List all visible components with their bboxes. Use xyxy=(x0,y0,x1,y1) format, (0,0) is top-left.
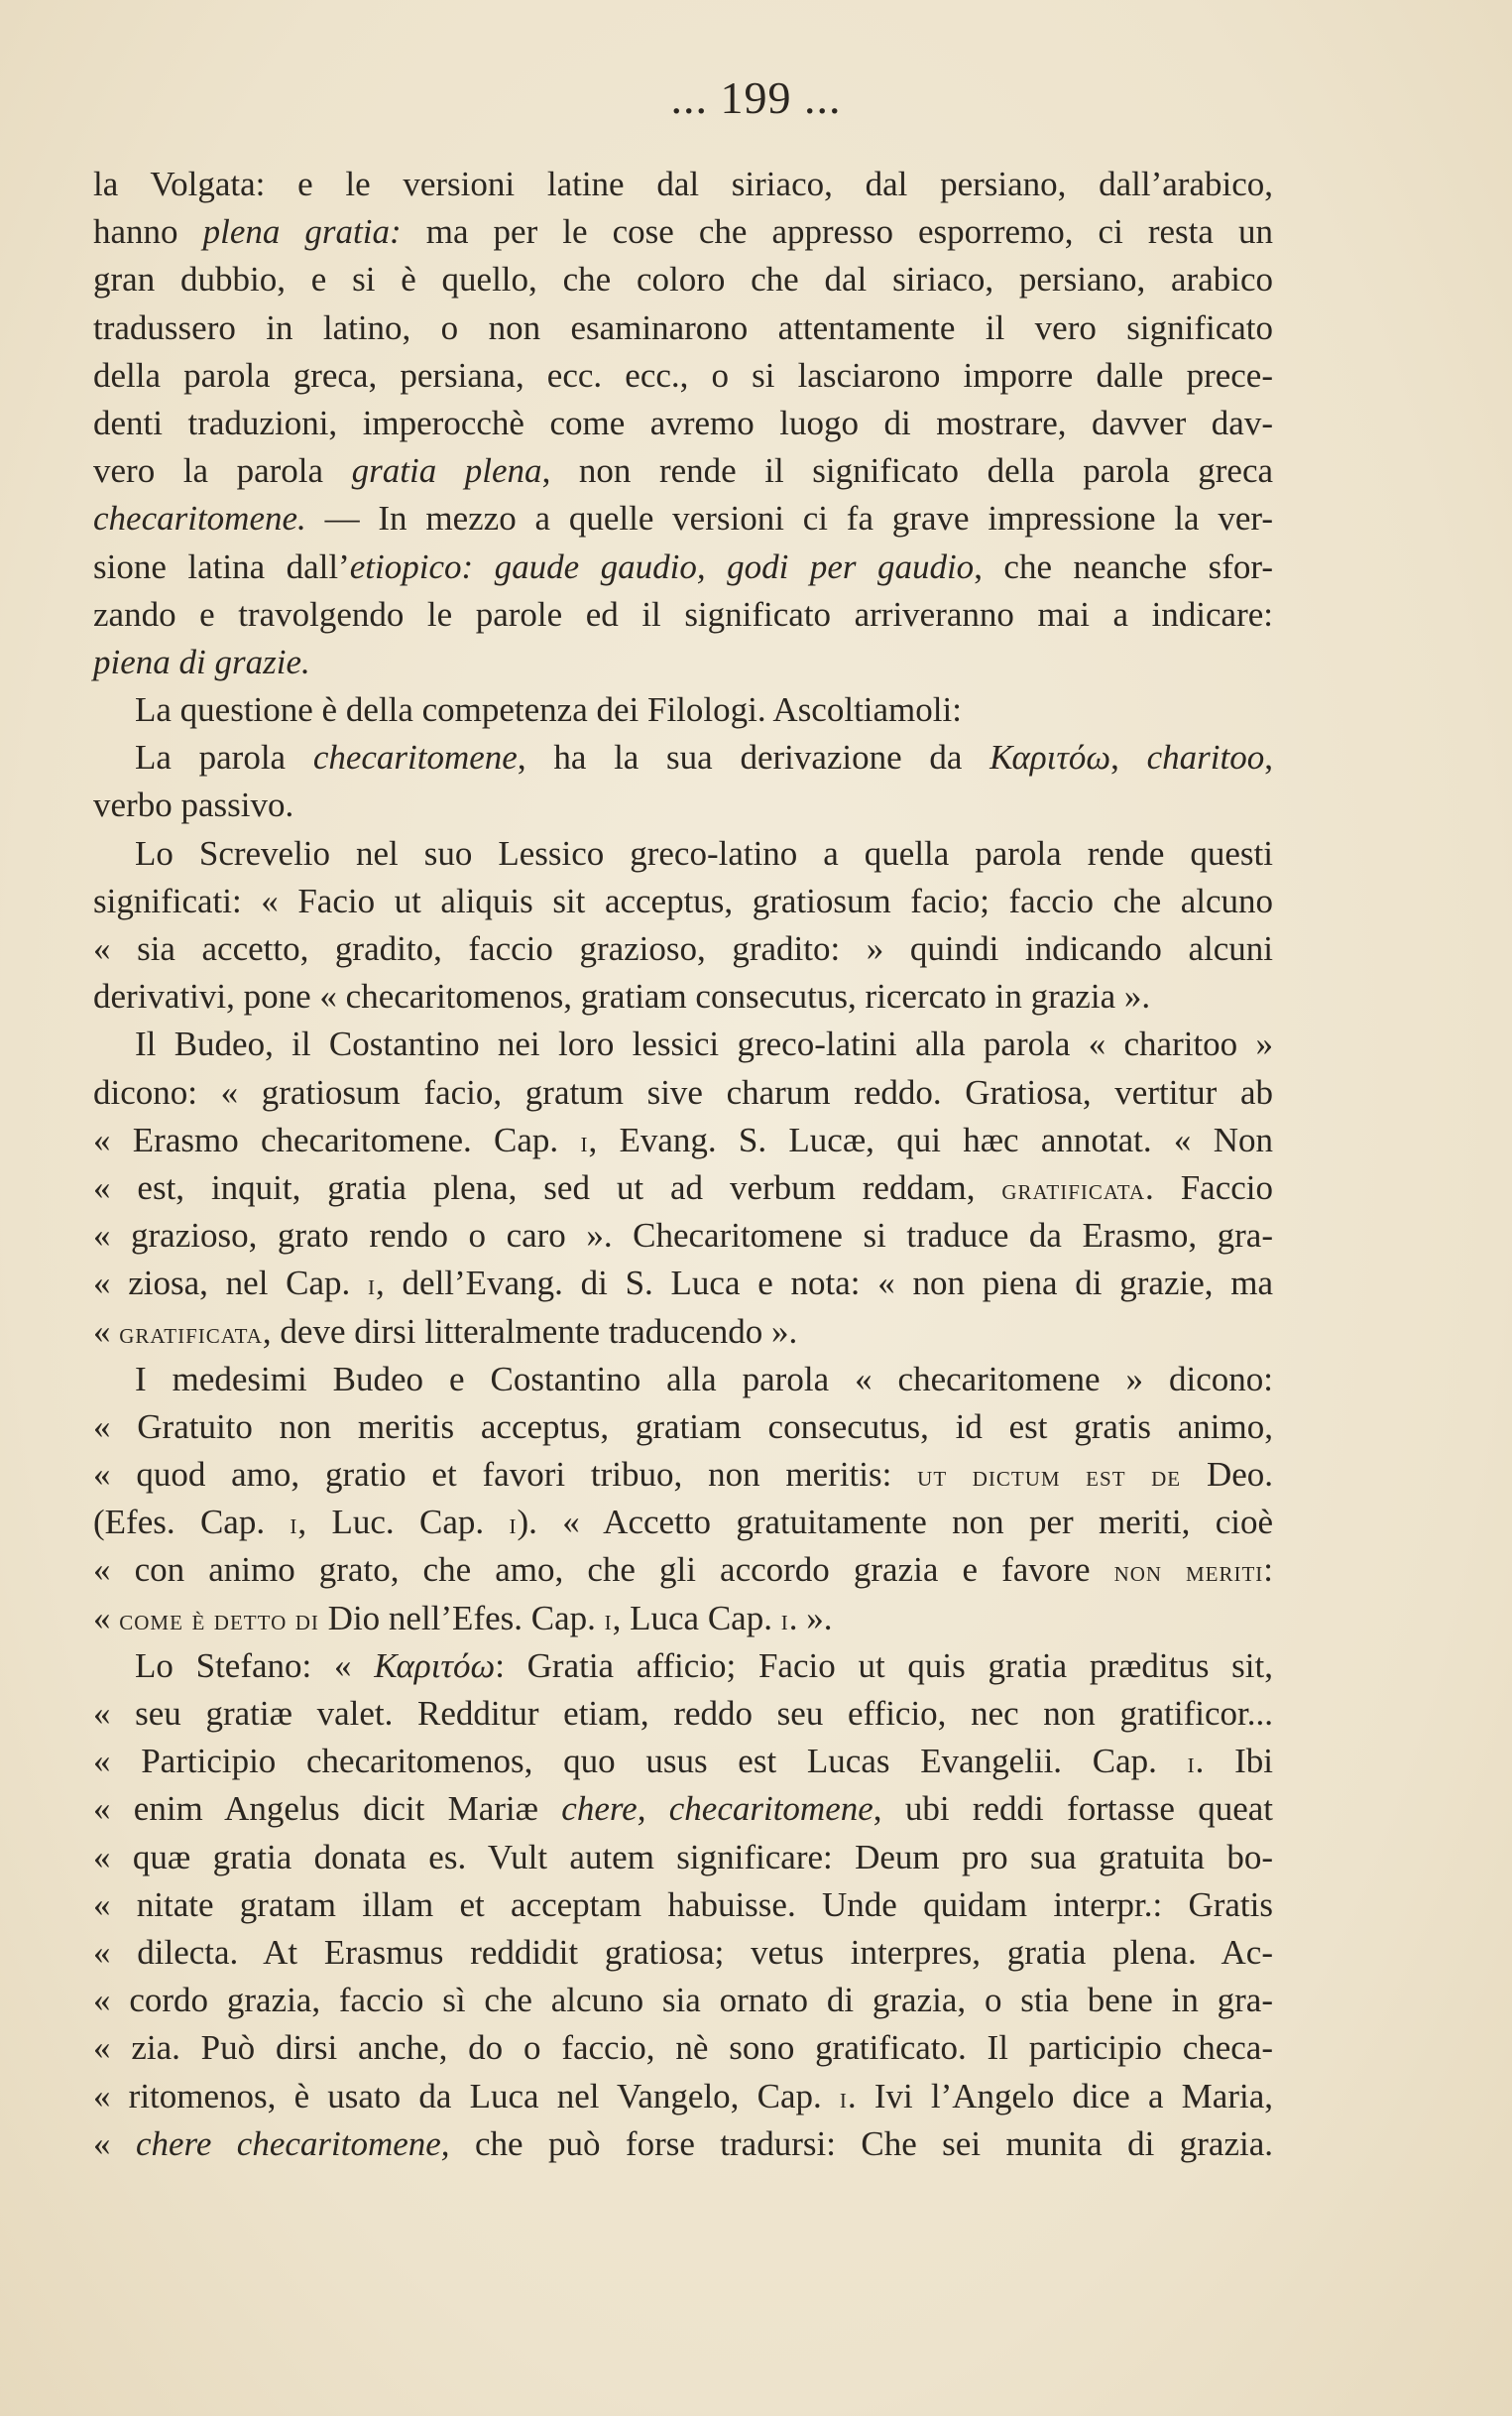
text-run: vero la parola xyxy=(93,451,352,491)
body-text xyxy=(93,161,1273,2168)
text-line xyxy=(93,1164,1273,1212)
italic-text: etiopico: gaude gaudio, godi per gaudio xyxy=(349,546,975,586)
small-caps-text: ut dictum est de xyxy=(917,1459,1182,1494)
italic-text: charitoo xyxy=(1146,738,1265,778)
text-run: « ritomenos, è usato da Luca nel Vangelo, Cap. xyxy=(93,2076,840,2115)
italic-text: chere, checaritomene xyxy=(561,1789,873,1829)
text-run: La questione è della competenza dei Filologi. Ascoltiamoli: xyxy=(135,690,962,730)
text-line xyxy=(93,447,1273,495)
text-run: zando e travolgendo le parole ed il significato arriveranno mai a indicare: xyxy=(93,594,1273,634)
text-line xyxy=(93,400,1273,447)
text-run: « xyxy=(93,1598,120,1637)
text-run: sione latina dall’ xyxy=(93,546,350,586)
text-line xyxy=(93,304,1273,352)
text-run: derivativi, pone « checaritomenos, gratiam consecutus, ricercato in grazia ». xyxy=(93,977,1151,1017)
text-run: , dell’Evang. di S. Luca e nota: « non piena di grazie, ma xyxy=(376,1264,1273,1303)
text-line xyxy=(93,1595,1273,1642)
text-run: . Ivi l’Angelo dice a Maria, xyxy=(847,2076,1273,2115)
page-number: ... 199 ... xyxy=(670,72,842,123)
text-run: I medesimi Budeo e Costantino alla parola « checaritomene » dicono: xyxy=(135,1359,1273,1398)
small-caps-text: non meriti xyxy=(1113,1554,1264,1589)
text-run: « xyxy=(93,1311,120,1351)
small-caps-text: i xyxy=(604,1602,613,1636)
text-run: « con animo grato, che amo, che gli accordo grazia e favore xyxy=(93,1550,1114,1590)
text-run: , ubi reddi fortasse queat xyxy=(872,1789,1273,1829)
text-line xyxy=(93,878,1273,925)
text-run: « xyxy=(93,2123,136,2163)
text-run: « nitate gratam illam et acceptam habuisse. Unde quidam interpr.: Gratis xyxy=(93,1884,1273,1924)
text-run: « enim Angelus dicit Mariæ xyxy=(93,1789,562,1829)
text-line xyxy=(93,208,1273,256)
text-run: , xyxy=(1264,738,1273,778)
text-run: Dio nell’Efes. Cap. xyxy=(318,1598,605,1637)
text-line xyxy=(93,1021,1273,1068)
small-caps-text: i xyxy=(839,2080,848,2114)
text-run: Il Budeo, il Costantino nei loro lessici greco-latini alla parola « charitoo » xyxy=(135,1025,1273,1064)
text-run: , ha la sua derivazione da xyxy=(517,738,990,778)
text-run: che può forse tradursi: Che sei munita di grazia. xyxy=(449,2123,1273,2163)
small-caps-text: i xyxy=(290,1507,298,1541)
small-caps-text: i xyxy=(368,1268,377,1302)
text-run: , deve dirsi litteralmente traducendo ». xyxy=(262,1311,798,1351)
small-caps-text: i xyxy=(1187,1746,1196,1780)
text-line xyxy=(93,161,1273,208)
text-line xyxy=(93,495,1273,543)
text-line xyxy=(93,544,1273,591)
text-run: dicono: « gratiosum facio, gratum sive charum reddo. Gratiosa, vertitur ab xyxy=(93,1072,1273,1112)
text-run: la Volgata: e le versioni latine dal siriaco, dal persiano, dall’arabico, xyxy=(93,165,1273,203)
text-line xyxy=(93,925,1273,973)
text-run: . Faccio xyxy=(1145,1167,1273,1207)
text-run: Lo Stefano: « xyxy=(135,1645,375,1685)
text-run: : Gratia afficio; Facio ut quis gratia præditus sit, xyxy=(495,1645,1273,1685)
text-run: « Participio checaritomenos, quo usus est Lucas Evangelii. Cap. xyxy=(93,1742,1188,1781)
text-line xyxy=(93,1356,1273,1403)
text-line xyxy=(93,1881,1273,1929)
small-caps-text: gratificata xyxy=(119,1315,263,1350)
text-run: (Efes. Cap. xyxy=(93,1503,291,1542)
text-run: Deo. xyxy=(1181,1455,1274,1495)
text-run: « est, inquit, gratia plena, sed ut ad verbum reddam, xyxy=(93,1167,1002,1207)
text-run: Lo Screvelio nel suo Lessico greco-latino a quella parola rende questi xyxy=(135,833,1273,873)
text-run: ). « Accetto gratuitamente non per meriti, cioè xyxy=(517,1503,1273,1542)
text-line xyxy=(93,782,1273,829)
text-line xyxy=(93,1546,1273,1594)
text-line xyxy=(93,591,1273,639)
text-line xyxy=(93,1069,1273,1117)
text-run: « Gratuito non meritis acceptus, gratiam consecutus, id est gratis animo, xyxy=(93,1406,1273,1446)
text-line xyxy=(93,686,1273,734)
text-line xyxy=(93,2073,1273,2120)
text-line xyxy=(93,352,1273,400)
small-caps-text: i xyxy=(780,1602,789,1636)
text-line xyxy=(93,1929,1273,1977)
text-run: « cordo grazia, faccio sì che alcuno sia ornato di grazia, o stia bene in gra- xyxy=(93,1981,1273,2020)
text-run: verbo passivo. xyxy=(93,785,294,825)
text-line xyxy=(93,1977,1273,2024)
italic-text: checaritomene. xyxy=(93,499,306,539)
text-run: della parola greca, persiana, ecc. ecc., o si lasciarono imporre dalle prece- xyxy=(93,355,1273,395)
text-line xyxy=(93,1642,1273,1690)
text-run: , Luca Cap. xyxy=(612,1598,781,1637)
text-run: , Luc. Cap. xyxy=(297,1503,510,1542)
text-line xyxy=(93,1499,1273,1546)
text-run: « Erasmo checaritomene. Cap. xyxy=(93,1120,581,1159)
text-run: « grazioso, grato rendo o caro ». Checaritomene si traduce da Erasmo, gra- xyxy=(93,1216,1273,1256)
text-line xyxy=(93,973,1273,1021)
text-run: denti traduzioni, imperocchè come avremo luogo di mostrare, davver dav- xyxy=(93,403,1273,442)
text-run: ma per le cose che appresso esporremo, ci resta un xyxy=(401,212,1273,252)
text-line xyxy=(93,1690,1273,1738)
text-line xyxy=(93,734,1273,782)
text-run: tradussero in latino, o non esaminarono attentamente il vero significato xyxy=(93,307,1273,347)
text-run: hanno xyxy=(93,212,203,252)
text-run: , xyxy=(1110,738,1147,778)
text-run: La parola xyxy=(135,738,313,778)
text-run: — In mezzo a quelle versioni ci fa grave impressione la ver- xyxy=(305,499,1273,539)
text-line xyxy=(93,1834,1273,1881)
text-line xyxy=(93,1308,1273,1356)
text-line xyxy=(93,256,1273,303)
text-line xyxy=(93,1117,1273,1164)
small-caps-text: gratificata xyxy=(1001,1171,1146,1206)
small-caps-text: i xyxy=(580,1124,589,1158)
italic-text: piena di grazie. xyxy=(93,642,310,681)
text-run: « sia accetto, gradito, faccio grazioso, gradito: » quindi indicando alcuni xyxy=(93,929,1273,968)
italic-text: checaritomene xyxy=(312,738,518,778)
text-run: : xyxy=(1263,1550,1273,1590)
text-run: , che neanche sfor- xyxy=(974,546,1273,586)
text-line xyxy=(93,2024,1273,2072)
text-run: gran dubbio, e si è quello, che coloro che dal siriaco, persiano, arabico xyxy=(93,260,1273,300)
small-caps-text: come è detto di xyxy=(119,1602,319,1636)
text-line xyxy=(93,2120,1273,2168)
text-run: significati: « Facio ut aliquis sit acceptus, gratiosum facio; faccio che alcuno xyxy=(93,881,1273,920)
italic-text: gratia plena xyxy=(351,451,542,491)
italic-text: Καριτόω xyxy=(989,738,1111,778)
text-line xyxy=(93,1212,1273,1260)
text-run: « zia. Può dirsi anche, do o faccio, nè sono gratificato. Il participio checa- xyxy=(93,2028,1273,2068)
text-line xyxy=(93,639,1273,686)
text-line xyxy=(93,1260,1273,1307)
small-caps-text: i xyxy=(509,1507,518,1541)
text-run: . ». xyxy=(788,1598,833,1637)
text-line xyxy=(93,1403,1273,1451)
italic-text: Καριτόω xyxy=(374,1645,496,1685)
text-run: « quod amo, gratio et favori tribuo, non meritis: xyxy=(93,1455,918,1495)
text-line xyxy=(93,830,1273,878)
text-run: , Evang. S. Lucæ, qui hæc annotat. « Non xyxy=(588,1120,1273,1159)
italic-text: plena gratia: xyxy=(202,212,402,252)
text-run: , non rende il significato della parola greca xyxy=(541,451,1274,491)
text-line xyxy=(93,1451,1273,1499)
text-line xyxy=(93,1738,1273,1785)
text-run: . Ibi xyxy=(1195,1742,1273,1781)
text-line xyxy=(93,1785,1273,1833)
italic-text: chere checaritomene, xyxy=(135,2123,450,2163)
text-run: « dilecta. At Erasmus reddidit gratiosa; vetus interpres, gratia plena. Ac- xyxy=(93,1932,1273,1972)
text-run: « seu gratiæ valet. Redditur etiam, reddo seu efficio, nec non gratificor... xyxy=(93,1694,1273,1733)
text-run: « quæ gratia donata es. Vult autem significare: Deum pro sua gratuita bo- xyxy=(93,1837,1273,1876)
text-run: « ziosa, nel Cap. xyxy=(93,1264,369,1303)
